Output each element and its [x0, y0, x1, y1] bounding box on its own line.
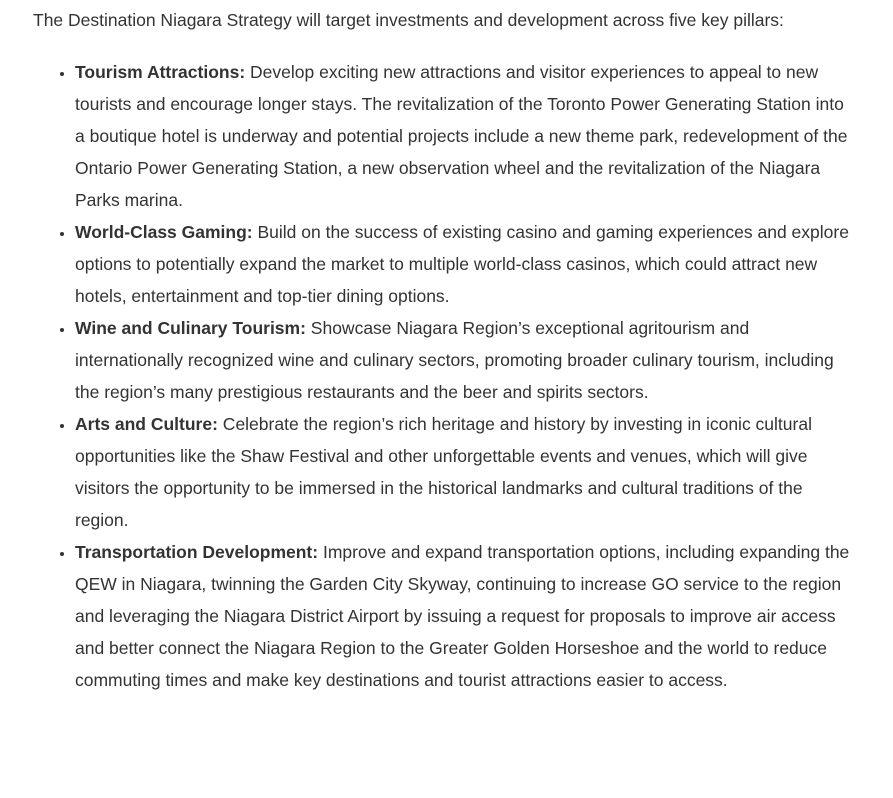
list-item: [75, 408, 851, 536]
pillar-title: Arts and Culture:: [75, 414, 218, 434]
list-item: [75, 56, 851, 216]
pillar-description: Showcase Niagara Region’s exceptional agritourism and internationally recognized wine and culinary sectors, promoting broader culinary tourism, including the region’s many prestigious restaurants and the beer and spirits sectors.: [75, 318, 834, 402]
list-item: [75, 312, 851, 408]
pillar-title: Wine and Culinary Tourism:: [75, 318, 306, 338]
pillars-list: [33, 56, 851, 696]
pillar-title: World-Class Gaming:: [75, 222, 253, 242]
pillar-description: Improve and expand transportation options, including expanding the QEW in Niagara, twinning the Garden City Skyway, continuing to increase GO service to the region and leveraging the Niagara District Airport by issuing a request for proposals to improve air access and better connect the Niagara Region to the Greater Golden Horseshoe and the world to reduce commuting times and make key destinations and tourist attractions easier to access.: [75, 542, 850, 690]
intro-paragraph: The Destination Niagara Strategy will target investments and development across five key pillars:: [33, 10, 784, 30]
pillar-description: Celebrate the region’s rich heritage and history by investing in iconic cultural opportunities like the Shaw Festival and other unforgettable events and venues, which will give visitors the opportunity to be immersed in the historical landmarks and cultural traditions of the region.: [75, 414, 812, 530]
pillar-description: Build on the success of existing casino and gaming experiences and explore options to potentially expand the market to multiple world-class casinos, which could attract new hotels, entertainment and top-tier dining options.: [75, 222, 849, 306]
list-item: [75, 536, 851, 696]
pillar-title: Tourism Attractions:: [75, 62, 246, 82]
pillar-title: Transportation Development:: [75, 542, 319, 562]
pillar-description: Develop exciting new attractions and visitor experiences to appeal to new tourists and encourage longer stays. The revitalization of the Toronto Power Generating Station into a boutique hotel is underway and potential projects include a new theme park, redevelopment of the Ontario Power Generating Station, a new observation wheel and the revitalization of the Niagara Parks marina.: [75, 62, 848, 210]
list-item: [75, 216, 851, 312]
